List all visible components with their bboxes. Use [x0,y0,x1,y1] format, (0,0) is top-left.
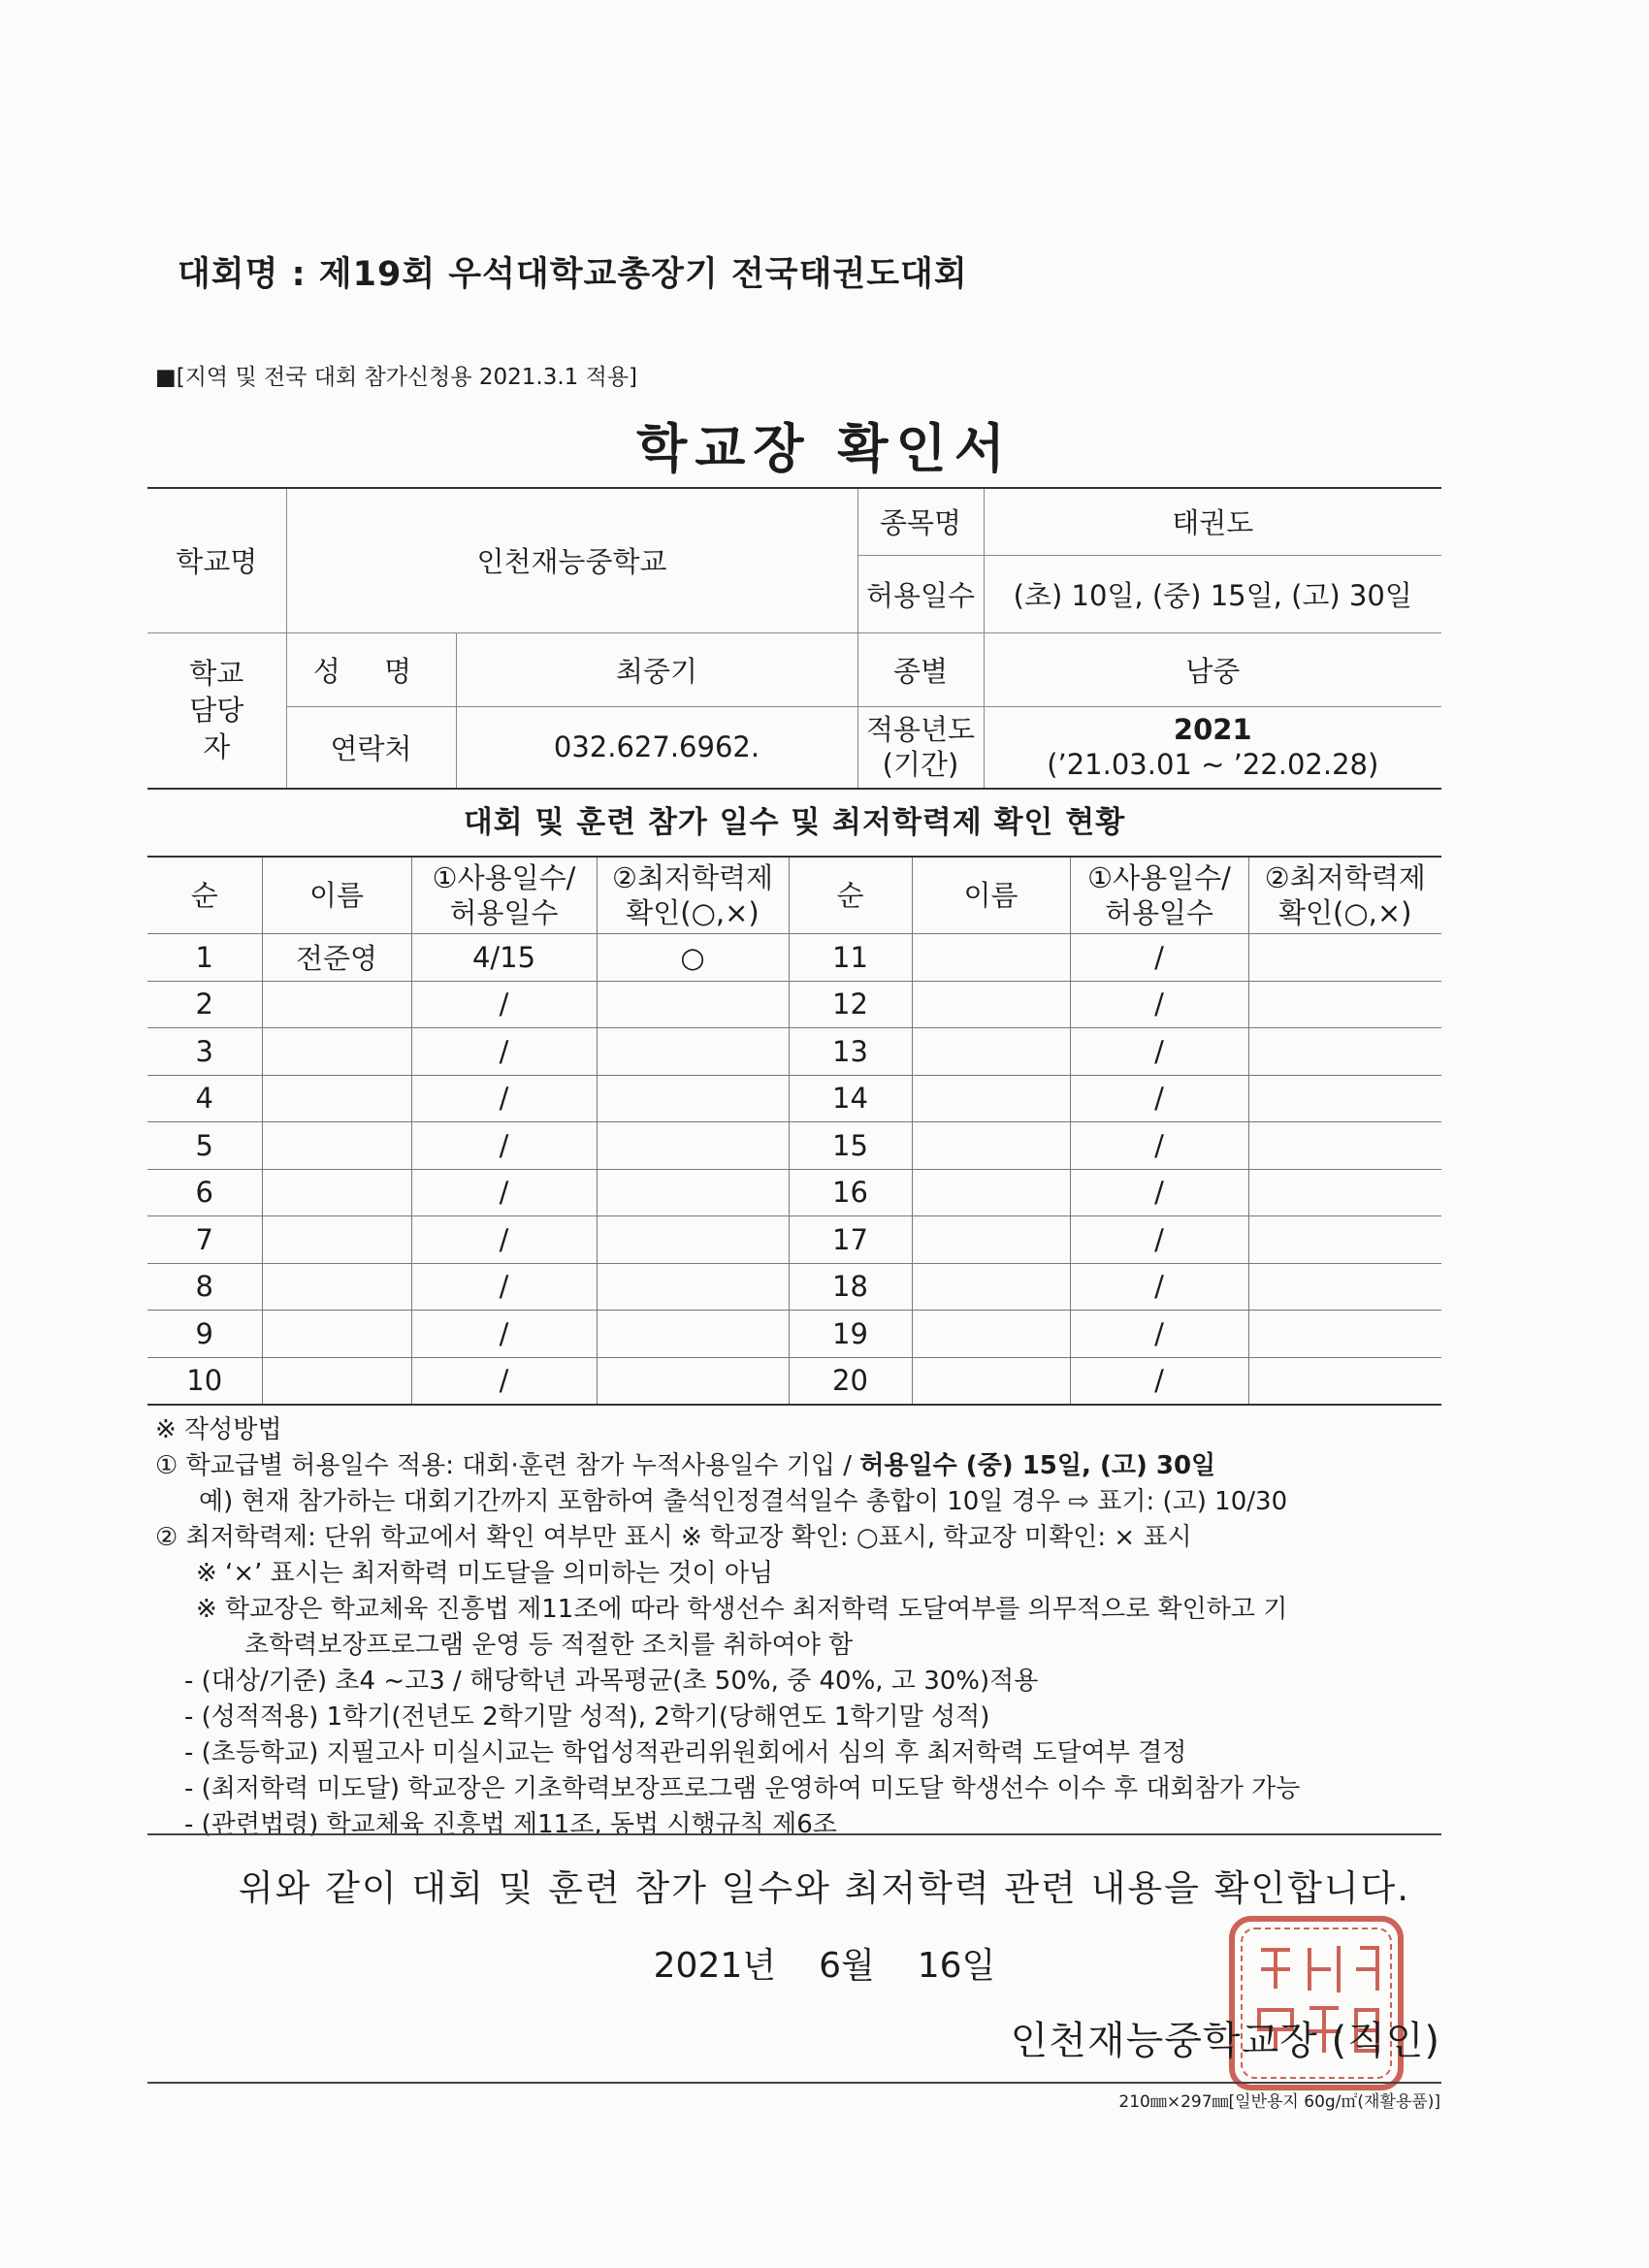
detail-3: - (초등학교) 지필고사 미실시교는 학업성적관리위원회에서 심의 후 최저학력 도달여부 결정 [184,1738,1187,1767]
row-days: / [411,1216,597,1264]
school-label: 학교명 [147,488,286,632]
table-row [147,934,1441,982]
row-days: / [411,1357,597,1405]
row-days: / [1070,1075,1248,1122]
row-name [912,1263,1070,1311]
header-name: 이름 [912,857,1070,934]
row-check [597,1169,789,1216]
row-check [597,1075,789,1122]
row-days: / [1070,934,1248,982]
row-days: / [411,1122,597,1170]
header-check-line1: ②최저학력제 [1264,861,1426,894]
year-label: 적용년도 [865,713,976,747]
allowed-days-value: (초) 10일, (중) 15일, (고) 30일 [984,555,1441,632]
header-check-line2: 확인(○,×) [626,896,760,929]
row-name [262,1169,411,1216]
row-check [1248,934,1441,982]
row-name [912,1075,1070,1122]
note-2-a: ※ ‘×’ 표시는 최저학력 미도달을 의미하는 것이 아님 [196,1559,774,1588]
row-no: 15 [789,1122,912,1170]
manager-label-text: 학교 담당자 [189,657,244,764]
year-value-cell [984,706,1441,789]
row-name [262,1216,411,1264]
row-check [597,1216,789,1264]
row-name [262,1263,411,1311]
header-check [597,857,789,934]
divider-top [147,1833,1441,1835]
row-days: / [1070,1169,1248,1216]
row-no: 6 [147,1169,262,1216]
note-1-example: 예) 현재 참가하는 대회기간까지 포함하여 출석인정결석일수 총합이 10일 경우 ⇨ 표기: (고) 10/30 [199,1487,1288,1516]
row-check [1248,1311,1441,1358]
form-version-tag: ■[지역 및 전국 대회 참가신청용 2021.3.1 적용] [155,365,638,390]
confirmation-statement: 위와 같이 대회 및 훈련 참가 일수와 최저학력 관련 내용을 확인합니다. [238,1867,1411,1909]
signer: 인천재능중학교장 (직인) [1010,2019,1440,2063]
name-value: 최중기 [456,632,857,706]
header-days [411,857,597,934]
row-check [597,1028,789,1076]
period-label: (기간) [882,748,959,782]
row-no: 2 [147,981,262,1028]
row-days: / [411,981,597,1028]
table-row [147,1075,1441,1122]
row-no: 19 [789,1311,912,1358]
row-days: / [1070,1216,1248,1264]
sport-value: 태권도 [984,488,1441,555]
contact-label: 연락처 [286,706,456,789]
note-2-b1: ※ 학교장은 학교체육 진흥법 제11조에 따라 학생선수 최저학력 도달여부를 의무적으로 확인하고 기 [196,1595,1288,1624]
row-name [912,981,1070,1028]
name-label: 성 명 [286,632,456,706]
instructions [155,1412,1455,1843]
row-name [912,1311,1070,1358]
category-label: 종별 [857,632,984,706]
table-row [147,1216,1441,1264]
row-name [912,1028,1070,1076]
row-name [912,1122,1070,1170]
header-days-line2: 허용일수 [1104,896,1214,929]
row-no: 1 [147,934,262,982]
row-no: 7 [147,1216,262,1264]
school-info-table [147,487,1441,790]
row-days: / [1070,1357,1248,1405]
table-header-row [147,857,1441,934]
row-days: / [411,1311,597,1358]
row-no: 17 [789,1216,912,1264]
participation-table [147,856,1441,1406]
note-1 [155,1448,1455,1484]
row-name [262,1075,411,1122]
row-check [1248,1216,1441,1264]
row-no: 5 [147,1122,262,1170]
row-no: 9 [147,1311,262,1358]
row-name [262,981,411,1028]
row-no: 13 [789,1028,912,1076]
detail-1: - (대상/기준) 초4 ~고3 / 해당학년 과목평균(초 50%, 중 40%, 고 30%)적용 [184,1667,1039,1696]
detail-2: - (성적적용) 1학기(전년도 2학기말 성적), 2학기(당해연도 1학기말 성적) [184,1702,990,1732]
table-row [147,1311,1441,1358]
row-check [1248,1263,1441,1311]
row-check [597,1263,789,1311]
row-check [597,1122,789,1170]
row-name [262,1028,411,1076]
table-row [147,1263,1441,1311]
row-days: / [411,1075,597,1122]
row-no: 18 [789,1263,912,1311]
row-name [912,934,1070,982]
note-1-text: ① 학교급별 허용일수 적용: 대회·훈련 참가 누적사용일수 기입 / [155,1451,860,1480]
row-no: 20 [789,1357,912,1405]
row-name: 전준영 [262,934,411,982]
row-no: 14 [789,1075,912,1122]
contest-name: 대회명 : 제19회 우석대학교총장기 전국태권도대회 [178,255,968,294]
row-days: 4/15 [411,934,597,982]
row-check [1248,981,1441,1028]
row-no: 16 [789,1169,912,1216]
date-year: 2021년 [653,1946,777,1986]
row-days: / [1070,1122,1248,1170]
row-name [262,1357,411,1405]
period-value: (’21.03.01 ~ ’22.02.28) [1047,748,1379,782]
row-no: 4 [147,1075,262,1122]
row-check [1248,1075,1441,1122]
table-row [147,1169,1441,1216]
header-days-line1: ①사용일수/ [432,861,576,894]
row-check [1248,1028,1441,1076]
row-name [262,1122,411,1170]
row-days: / [1070,1311,1248,1358]
row-days: / [411,1169,597,1216]
header-check-line2: 확인(○,×) [1278,896,1412,929]
row-check [597,1357,789,1405]
header-days [1070,857,1248,934]
row-check [1248,1122,1441,1170]
divider-bottom [147,2082,1441,2084]
school-value: 인천재능중학교 [286,488,857,632]
table-row [147,1028,1441,1076]
header-name: 이름 [262,857,411,934]
row-check [597,981,789,1028]
row-days: / [411,1028,597,1076]
row-no: 8 [147,1263,262,1311]
header-no: 순 [147,857,262,934]
header-days-line1: ①사용일수/ [1087,861,1231,894]
year-value: 2021 [1173,713,1252,747]
row-check [1248,1357,1441,1405]
row-no: 12 [789,981,912,1028]
table-row [147,1122,1441,1170]
row-check: ○ [597,934,789,982]
row-name [262,1311,411,1358]
sport-label: 종목명 [857,488,984,555]
row-name [912,1357,1070,1405]
allowed-days-label: 허용일수 [857,555,984,632]
manager-label [147,632,286,789]
note-2: ② 최저학력제: 단위 학교에서 확인 여부만 표시 ※ 학교장 확인: ○표시, 학교장 미확인: × 표시 [155,1523,1192,1552]
row-no: 3 [147,1028,262,1076]
header-no: 순 [789,857,912,934]
category-value: 남중 [984,632,1441,706]
year-label-cell [857,706,984,789]
row-name [912,1169,1070,1216]
note-1-bold: 허용일수 (중) 15일, (고) 30일 [859,1451,1216,1480]
header-check [1248,857,1441,934]
detail-4: - (최저학력 미도달) 학교장은 기초학력보장프로그램 운영하여 미도달 학생선수 이수 후 대회참가 가능 [184,1774,1301,1803]
note-2-b2: 초학력보장프로그램 운영 등 적절한 조치를 취하여야 함 [244,1631,854,1660]
row-no: 11 [789,934,912,982]
section-title: 대회 및 훈련 참가 일수 및 최저학력제 확인 현황 [463,805,1126,840]
row-days: / [1070,1263,1248,1311]
row-check [1248,1169,1441,1216]
date-day: 16일 [917,1946,996,1986]
row-no: 10 [147,1357,262,1405]
row-days: / [1070,981,1248,1028]
row-days: / [411,1263,597,1311]
table-row [147,1357,1441,1405]
row-check [597,1311,789,1358]
header-check-line1: ②최저학력제 [611,861,774,894]
row-name [912,1216,1070,1264]
header-days-line2: 허용일수 [449,896,559,929]
paper-spec: 210㎜×297㎜[일반용지 60g/㎡(재활용품)] [1118,2092,1440,2112]
document-title: 학교장 확인서 [636,418,1013,479]
detail-5: - (관련법령) 학교체육 진흥법 제11조, 동법 시행규칙 제6조 [184,1810,837,1839]
row-days: / [1070,1028,1248,1076]
notes-heading: ※ 작성방법 [155,1415,282,1444]
contact-value: 032.627.6962. [456,706,857,789]
table-row [147,981,1441,1028]
date-month: 6월 [819,1946,875,1986]
official-seal [1224,1911,1408,2095]
